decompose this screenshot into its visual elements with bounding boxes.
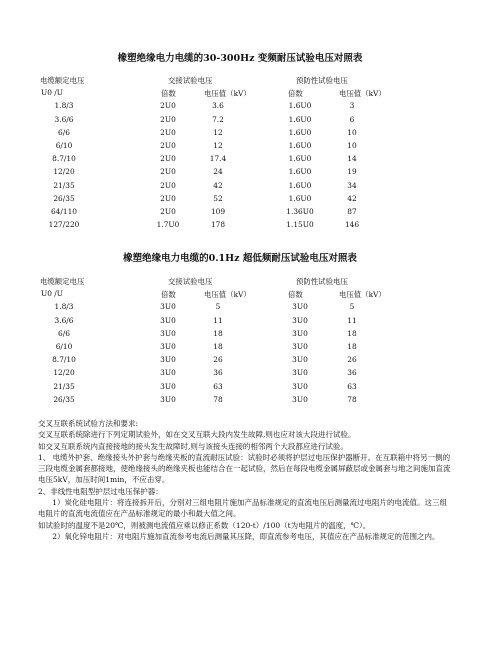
table-row [0,194,480,207]
table-cell: 14 [347,154,357,164]
table-cell: 2U0 [160,140,176,150]
group-header-handover: 交接试验电压 [168,277,213,286]
paragraph-item-2: 2、非线性电阻型护层过电压保护器： [38,486,163,496]
table-cell: 10 [347,127,357,137]
table-cell: 1.6U0 [288,140,312,150]
table-row [0,355,480,368]
table-cell: 109 [210,206,226,216]
table-cell: 1.7U0 [156,220,180,230]
table-cell: 1.36U0 [286,206,314,216]
table-cell: 1.6U0 [288,193,312,203]
table-cell: 87 [347,206,357,216]
table-cell: 3U0 [292,368,308,378]
table-cell: 1.6U0 [288,180,312,190]
table-cell: 3.6/6 [54,114,74,124]
table-cell: 26 [347,355,357,365]
table-cell: 12/20 [53,368,75,378]
table-cell: 6/6 [58,328,70,338]
table-cell: 3U0 [160,341,176,351]
table-cell: 52 [213,193,223,203]
table-cell: 1.8/3 [54,101,74,111]
table-cell: 1.6U0 [288,167,312,177]
table-cell: 3.6/6 [54,315,74,325]
group-header-handover: 交接试验电压 [168,76,213,85]
table-cell: 2U0 [160,154,176,164]
group-header-preventive: 预防性试验电压 [296,76,348,85]
table-cell: 12 [213,140,223,150]
paragraph: 如试验时的温度不是20℃，则被测电流值应乘以修正系数（120-t）/100（t为电阻片的温度，℃）。 [38,520,371,530]
table-cell: 11 [213,315,223,325]
col-header-voltage: 电压值（kV） [339,290,386,300]
table-cell: 5 [215,302,221,312]
table-cell: 63 [347,381,357,391]
table2-title: 橡塑绝缘电力电缆的0.1Hz 超低频耐压试验电压对照表 [123,253,357,264]
table-cell: 63 [213,381,223,391]
col-header-u0u: U0 /U [41,289,63,299]
table1-title: 橡塑绝缘电力电缆的30-300Hz 变频耐压试验电压对照表 [117,53,363,64]
group-header-rated: 电缆额定电压 [40,277,85,286]
paragraph-subitem-2: 2）氧化锌电阻片：对电阻片施加直流参考电流后测量其压降，即直流参考电压，其值应在产品标准规定的范围之内。 [52,531,440,541]
table-row [0,101,480,114]
col-header-multiple: 倍数 [288,290,303,300]
table-column-header-row [0,88,480,101]
col-header-u0u: U0 /U [41,88,63,98]
table-group-header-row [0,75,480,88]
table-row [0,154,480,167]
table-cell: 3U0 [292,315,308,325]
table-cell: 146 [344,220,360,230]
table-cell: 1.8/3 [54,302,74,312]
table-cell: 64/110 [50,206,77,216]
table-cell: 3U0 [292,355,308,365]
table-cell: 21/35 [53,381,75,391]
table-cell: 3U0 [292,302,308,312]
table-cell: 3U0 [292,394,308,404]
table-cell: 3U0 [292,328,308,338]
table-cell: 2U0 [160,193,176,203]
test-method-text [38,418,454,542]
table-cell: 2U0 [160,101,176,111]
col-header-multiple: 倍数 [161,290,176,300]
table-cell: 11 [347,315,357,325]
table-cell: 17.4 [209,154,227,164]
table-cell: 18 [213,341,223,351]
voltage-table-2 [0,276,480,408]
table-cell: 42 [213,180,223,190]
table-cell: 1.6U0 [288,114,312,124]
table-cell: 2U0 [160,114,176,124]
table-cell: 36 [213,368,223,378]
table-row [0,368,480,381]
table-cell: 18 [347,328,357,338]
table-row [0,316,480,329]
table-cell: 8.7/10 [52,154,76,164]
col-header-voltage: 电压值（kV） [204,290,251,300]
table-column-header-row [0,289,480,302]
table-cell: 6/10 [55,341,73,351]
paragraph: 交叉互联系统除进行下列定期试验外，如在交叉互联大段内发生故障,则也应对该大段进行试验。 [38,430,356,440]
table-cell: 2U0 [160,167,176,177]
table-cell: 8.7/10 [52,355,76,365]
table-cell: 2U0 [160,180,176,190]
table-cell: 26/35 [53,394,75,404]
group-header-rated: 电缆额定电压 [40,76,85,85]
table-cell: 78 [347,394,357,404]
table-cell: 78 [213,394,223,404]
table-group-header-row [0,276,480,289]
col-header-voltage: 电压值（kV） [339,89,386,99]
table-cell: 127/220 [48,220,80,230]
table-cell: 3 [349,101,355,111]
col-header-multiple: 倍数 [288,89,303,99]
table-row [0,220,480,233]
table-cell: 24 [213,167,223,177]
table-cell: 178 [210,220,226,230]
table-cell: 26 [213,355,223,365]
table-row [0,342,480,355]
table-cell: 3U0 [160,302,176,312]
table-cell: 6/6 [58,127,70,137]
table-cell: 1.15U0 [286,220,314,230]
table-cell: 3.6 [212,101,224,111]
paragraph: 如交叉互联系统内直接接地的接头发生故障时,则与该接头连接的相邻两个大段都应进行试验。 [38,441,348,451]
table-cell: 3U0 [160,368,176,378]
table-row [0,302,480,315]
table-cell: 2U0 [160,206,176,216]
table-cell: 6 [349,114,355,124]
table-cell: 18 [213,328,223,338]
paragraph-item-1: 1、 电缆外护套、绝缘接头外护套与绝缘夹板的直流耐压试验：试验时必须将护层过电压保护器断开。在互联箱中将另一侧的三段电缆金属套都接地，使绝缘接头的绝缘夹板也能结合在一起试验，然后在每段电缆金属屏蔽层或金属套与地之间施加直流电压5kV，加压时间1min，不应击穿。 [38,452,451,485]
table-cell: 10 [347,140,357,150]
paragraph-heading: 交叉互联系统试验方法和要求: [38,419,139,428]
table-cell: 3U0 [160,381,176,391]
table-row [0,395,480,408]
table-cell: 3U0 [160,355,176,365]
table-cell: 1.6U0 [288,154,312,164]
table-cell: 3U0 [160,328,176,338]
table-cell: 34 [347,180,357,190]
table-cell: 42 [347,193,357,203]
table-row [0,128,480,141]
table-cell: 36 [347,368,357,378]
table-cell: 1.6U0 [288,127,312,137]
table-cell: 5 [349,302,355,312]
table-cell: 21/35 [53,180,75,190]
table-cell: 3U0 [292,381,308,391]
table-row [0,181,480,194]
voltage-table-1 [0,75,480,233]
table-row [0,207,480,220]
table-cell: 1.6U0 [288,101,312,111]
group-header-preventive: 预防性试验电压 [296,277,348,286]
table-cell: 3U0 [160,394,176,404]
table-row [0,329,480,342]
table-cell: 12/20 [53,167,75,177]
table-cell: 12 [213,127,223,137]
table-row [0,141,480,154]
table-cell: 3U0 [160,315,176,325]
table-cell: 3U0 [292,341,308,351]
table-cell: 7.2 [212,114,224,124]
table-cell: 19 [347,167,357,177]
table-cell: 26/35 [53,193,75,203]
table-row [0,382,480,395]
table-cell: 6/10 [55,140,73,150]
col-header-voltage: 电压值（kV） [204,89,251,99]
table-cell: 2U0 [160,127,176,137]
table-row [0,167,480,180]
table-cell: 18 [347,341,357,351]
table-row [0,115,480,128]
col-header-multiple: 倍数 [161,89,176,99]
paragraph-subitem-1: 1）炭化硅电阻片：将连接拆开后，分别对三组电阻片施加产品标准规定的直流电压后测量流过电阻片的电流值。这三组电阻片的直流电流值应在产品标准规定的最小和最大值之间。 [38,498,448,519]
